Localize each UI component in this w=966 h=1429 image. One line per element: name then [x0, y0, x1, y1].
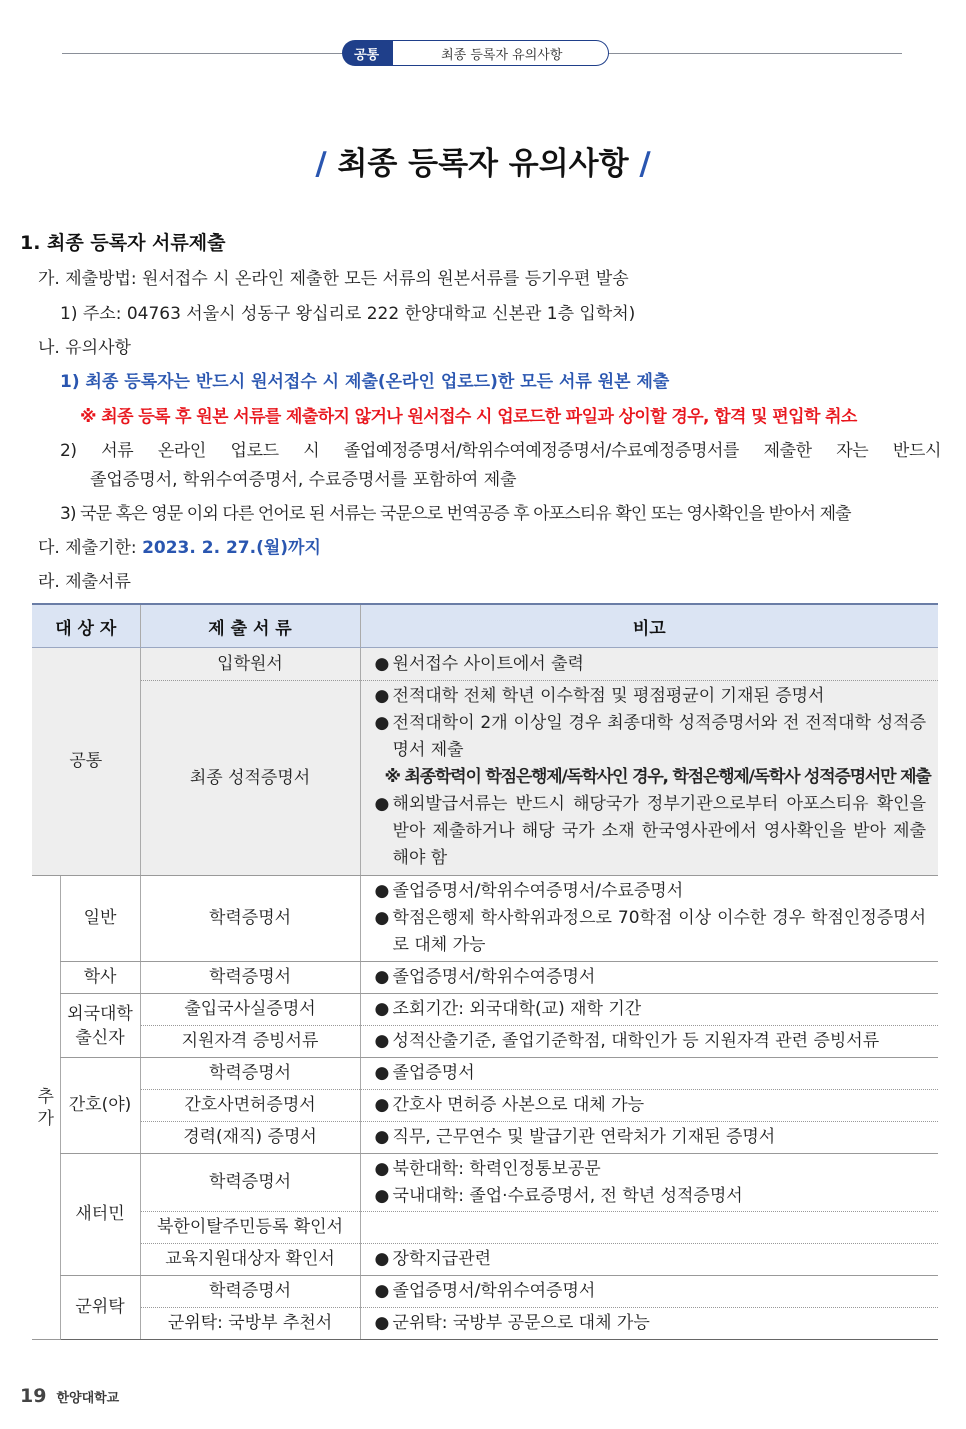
doc-cell: 최종 성적증명서 [140, 681, 360, 876]
page-number: 19 [20, 1385, 47, 1407]
item-ga-1: 1) 주소: 04763 서울시 성동구 왕십리로 222 한양대학교 신본관 1층 입학처) [60, 304, 636, 324]
table-row [32, 1308, 938, 1340]
table-row [32, 1154, 938, 1212]
doc-cell: 지원자격 증빙서류 [140, 1026, 360, 1058]
remark-cell: ● 성적산출기준, 졸업기준학점, 대학인가 등 지원자격 관련 증빙서류 [360, 1026, 938, 1058]
item-na-2a: 2) 서류 온라인 업로드 시 졸업예정증명서/학위수여예정증명서/수료예정증명서를 제출한 자는 반드시 [60, 441, 941, 461]
deadline-value: 2023. 2. 27.(월)까지 [142, 538, 321, 558]
header-docs: 제 출 서 류 [140, 604, 360, 648]
item-na-note: ※ 최종 등록 후 원본 서류를 제출하지 않거나 원서접수 시 업로드한 파일과 상이할 경우, 합격 및 편입학 취소 [80, 407, 857, 427]
doc-cell: 학력증명서 [140, 1058, 360, 1090]
header-pill [342, 40, 609, 66]
item-na-1: 1) 최종 등록자는 반드시 원서접수 시 제출(온라인 업로드)한 모든 서류 원본 제출 [60, 372, 670, 392]
remark-cell: ● 직무, 근무연수 및 발급기관 연락처가 기재된 증명서 [360, 1122, 938, 1154]
item-na-3: 3) 국문 혹은 영문 이외 다른 언어로 된 서류는 국문으로 번역공증 후 아포스티유 확인 또는 영사확인을 받아서 제출 [60, 504, 851, 524]
table-row [32, 876, 938, 962]
remark-cell: ● 군위탁: 국방부 공문으로 대체 가능 [360, 1308, 938, 1340]
doc-cell: 간호사면허증명서 [140, 1090, 360, 1122]
remark-cell: ● 졸업증명서/학위수여증명서/수료증명서 ● 학점은행제 학사학위과정으로 70학점 이상 이수한 경우 학점인정증명서로 대체 가능 [360, 876, 938, 962]
target-military: 군위탁 [60, 1276, 140, 1340]
table-row [32, 681, 938, 876]
doc-cell: 출입국사실증명서 [140, 994, 360, 1026]
header-tag: 공통 [342, 40, 393, 66]
item-ga: 가. 제출방법: 원서접수 시 온라인 제출한 모든 서류의 원본서류를 등기우편 발송 [38, 269, 629, 289]
doc-cell: 학력증명서 [140, 1276, 360, 1308]
table-row [32, 962, 938, 994]
table-row [32, 1212, 938, 1244]
doc-cell: 학력증명서 [140, 1154, 360, 1212]
target-nursing: 간호(야) [60, 1058, 140, 1154]
remark-cell [360, 1212, 938, 1244]
footer-school: 한양대학교 [56, 1391, 120, 1406]
doc-cell: 경력(재직) 증명서 [140, 1122, 360, 1154]
target-defector: 새터민 [60, 1154, 140, 1276]
item-na: 나. 유의사항 [38, 338, 131, 358]
table-header-row [32, 604, 938, 648]
group-common: 공통 [32, 648, 140, 876]
doc-cell: 학력증명서 [140, 962, 360, 994]
remark-cell: ● 조회기간: 외국대학(교) 재학 기간 [360, 994, 938, 1026]
target-foreign: 외국대학 출신자 [60, 994, 140, 1058]
table-row [32, 1244, 938, 1276]
item-na-2b: 졸업증명서, 학위수여증명서, 수료증명서를 포함하여 제출 [90, 470, 517, 490]
remark-cell: ● 졸업증명서/학위수여증명서 [360, 962, 938, 994]
doc-cell: 군위탁: 국방부 추천서 [140, 1308, 360, 1340]
remark-cell: ● 간호사 면허증 사본으로 대체 가능 [360, 1090, 938, 1122]
target-bachelor: 학사 [60, 962, 140, 994]
table-row [32, 1122, 938, 1154]
page-title-text: 최종 등록자 유의사항 [337, 146, 629, 182]
deadline-label: 다. 제출기한: [38, 538, 143, 558]
group-extra: 추가 [32, 876, 60, 1340]
table-row [32, 1058, 938, 1090]
footer [20, 1385, 119, 1407]
table-row [32, 1090, 938, 1122]
doc-cell: 교육지원대상자 확인서 [140, 1244, 360, 1276]
special-note: ※ 최종학력이 학점은행제/독학사인 경우, 학점은행제/독학사 성적증명서만 제출 [384, 767, 931, 787]
doc-cell: 북한이탈주민등록 확인서 [140, 1212, 360, 1244]
table-row [32, 1026, 938, 1058]
header-remarks: 비고 [360, 604, 938, 648]
table-row [32, 648, 938, 681]
section-heading: 1. 최종 등록자 서류제출 [20, 232, 226, 254]
table-row [32, 994, 938, 1026]
remark-cell: ● 졸업증명서 [360, 1058, 938, 1090]
remark-cell: ● 전적대학 전체 학년 이수학점 및 평점평균이 기재된 증명서 ● 전적대학이 2개 이상일 경우 최종대학 성적증명서와 전 전적대학 성적증명서 제출 ※ 최종학력이 학점은행제/독학사인 경우, 학점은행제/독학사 성적증명서만 제출 ● 해외발급서류는 반드시 해당국가 정부기관으로부터 아포스티유 확인을 받아 제출하거나 해당 국가 소재 한국영사관에서 영사확인을 받아 제출해야 함 [360, 681, 938, 876]
item-da [38, 533, 321, 558]
table-row [32, 1276, 938, 1308]
remark-cell: ● 북한대학: 학력인정통보공문 ● 국내대학: 졸업·수료증명서, 전 학년 성적증명서 [360, 1154, 938, 1212]
doc-cell: 입학원서 [140, 648, 360, 681]
doc-cell: 학력증명서 [140, 876, 360, 962]
page-title: / 최종 등록자 유의사항 / [315, 146, 651, 182]
remark-cell: ● 졸업증명서/학위수여증명서 [360, 1276, 938, 1308]
header-target: 대 상 자 [32, 604, 140, 648]
target-general: 일반 [60, 876, 140, 962]
remark-cell: ● 장학지급관련 [360, 1244, 938, 1276]
item-ra: 라. 제출서류 [38, 572, 131, 592]
documents-table [32, 603, 938, 1340]
header-title: 최종 등록자 유의사항 [393, 40, 609, 66]
remark-cell: ● 원서접수 사이트에서 출력 [360, 648, 938, 681]
